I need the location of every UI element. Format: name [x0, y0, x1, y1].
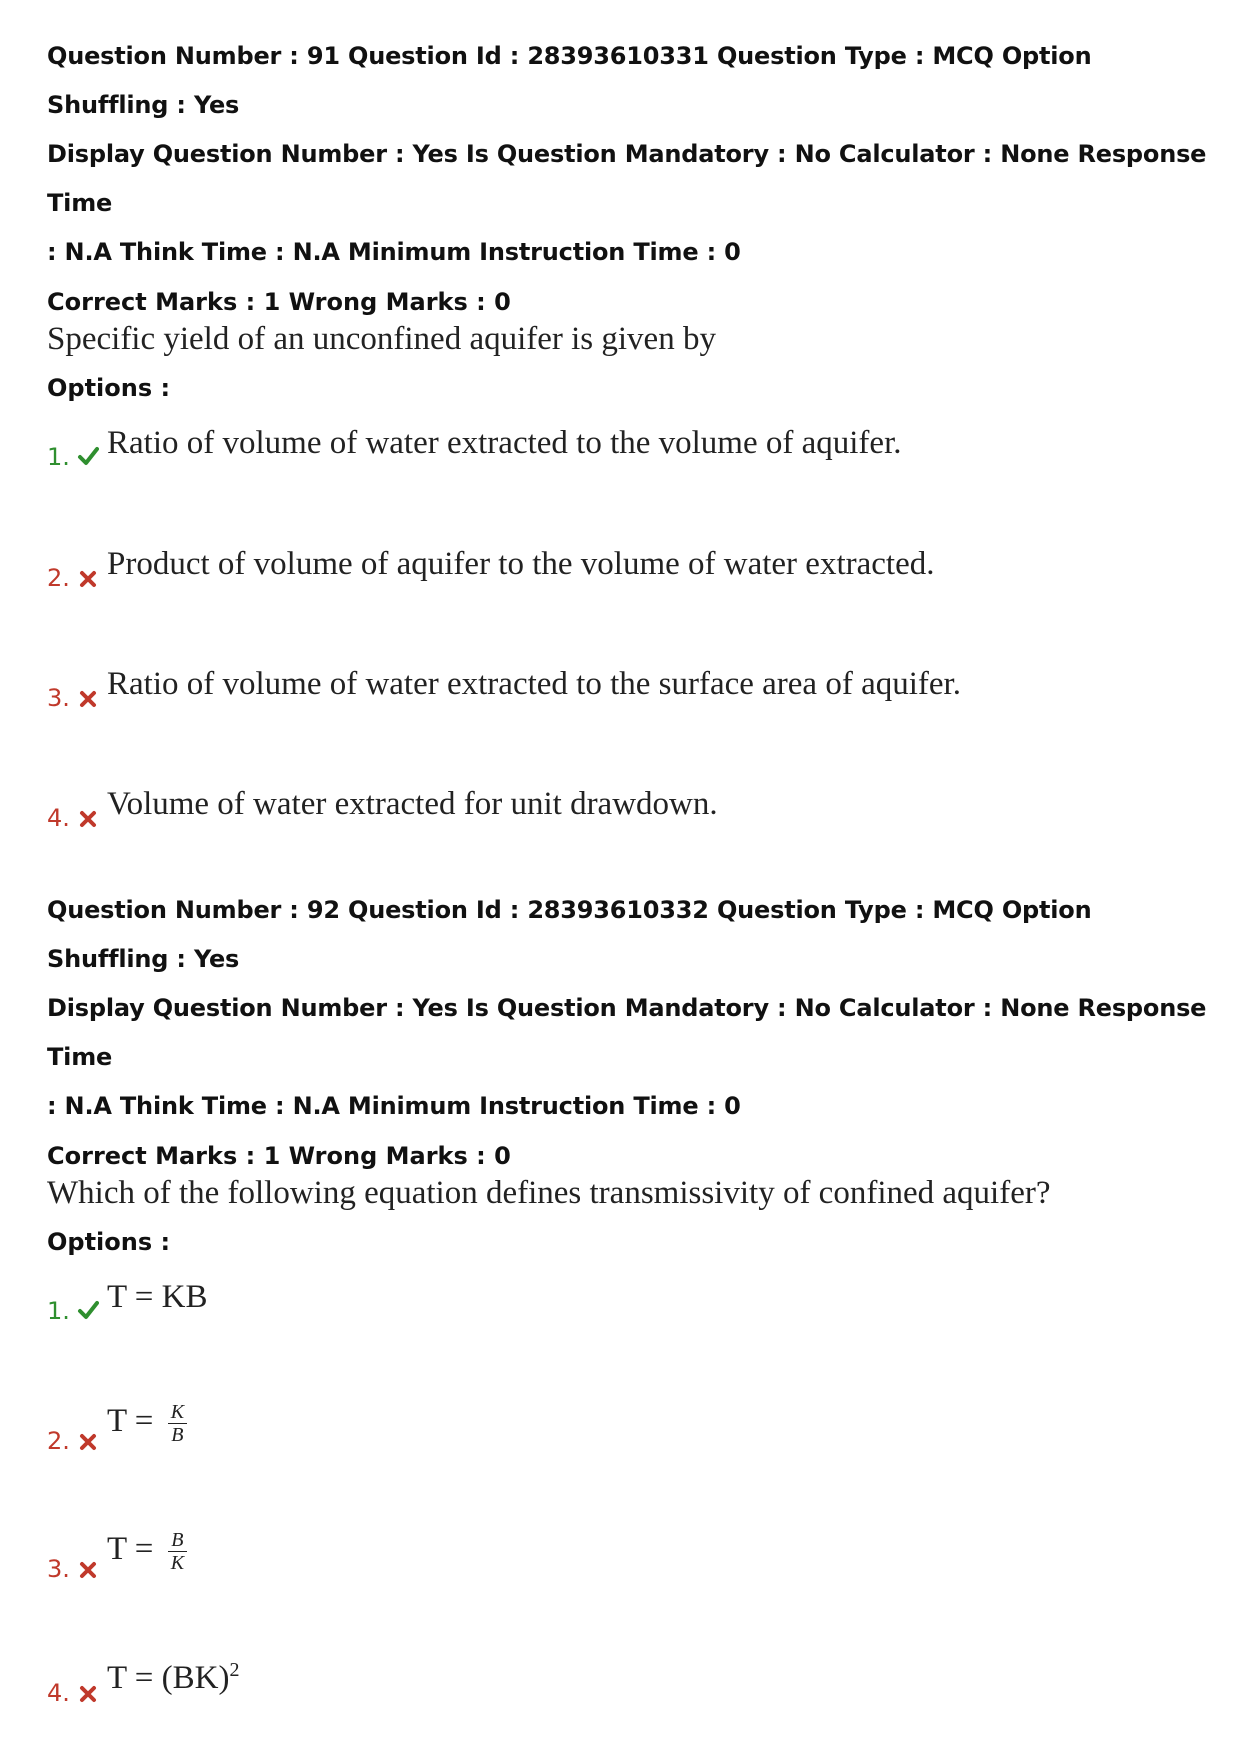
formula-superscript: 2 [229, 1659, 240, 1681]
option-number: 3. [47, 684, 70, 712]
fraction [168, 1529, 187, 1574]
option-text: Ratio of volume of water extracted to the surface area of aquifer. [107, 666, 961, 702]
formula-lhs: T = [107, 1531, 154, 1568]
question-meta [47, 886, 1207, 1131]
option-number: 2. [47, 1427, 70, 1455]
options-label: Options : [47, 1228, 171, 1256]
cross-icon [77, 1683, 99, 1705]
question-text: Specific yield of an unconfined aquifer is given by [47, 321, 716, 357]
fraction-numerator: K [168, 1401, 187, 1424]
cross-icon [77, 1559, 99, 1581]
meta-line: : N.A Think Time : N.A Minimum Instruction Time : 0 [47, 238, 741, 266]
option-formula [107, 1529, 187, 1574]
options-label: Options : [47, 374, 171, 402]
fraction [168, 1401, 187, 1446]
cross-icon [77, 1431, 99, 1453]
question-block-91 [47, 32, 1207, 832]
formula-text: T = (BK) [107, 1660, 230, 1696]
question-meta [47, 32, 1207, 277]
question-text: Which of the following equation defines transmissivity of confined aquifer? [47, 1175, 1051, 1211]
fraction-denominator: B [171, 1424, 184, 1446]
option-text: Ratio of volume of water extracted to the volume of aquifer. [107, 425, 902, 461]
marks-line: Correct Marks : 1 Wrong Marks : 0 [47, 288, 511, 316]
fraction-numerator: B [168, 1529, 187, 1552]
meta-line: Question Number : 92 Question Id : 28393610332 Question Type : MCQ Option Shuffling : Yes [47, 896, 1092, 973]
option-number: 4. [47, 1679, 70, 1707]
meta-line: Display Question Number : Yes Is Question Mandatory : No Calculator : None Response Time [47, 140, 1207, 217]
marks-line: Correct Marks : 1 Wrong Marks : 0 [47, 1142, 511, 1170]
formula-lhs: T = [107, 1403, 154, 1440]
check-icon [77, 445, 99, 467]
option-number: 2. [47, 564, 70, 592]
cross-icon [77, 688, 99, 710]
option-number: 3. [47, 1555, 70, 1583]
meta-line: Display Question Number : Yes Is Question Mandatory : No Calculator : None Response Time [47, 994, 1207, 1071]
cross-icon [77, 808, 99, 830]
option-formula [107, 1659, 240, 1697]
option-number: 1. [47, 1297, 70, 1325]
option-formula [107, 1401, 187, 1446]
option-number: 4. [47, 804, 70, 832]
check-icon [77, 1299, 99, 1321]
question-block-92 [47, 886, 1207, 1707]
option-text: Product of volume of aquifer to the volume of water extracted. [107, 546, 935, 582]
meta-line: : N.A Think Time : N.A Minimum Instruction Time : 0 [47, 1092, 741, 1120]
fraction-denominator: K [170, 1552, 185, 1574]
cross-icon [77, 568, 99, 590]
meta-line: Question Number : 91 Question Id : 28393610331 Question Type : MCQ Option Shuffling : Yes [47, 42, 1092, 119]
option-number: 1. [47, 443, 70, 471]
option-text: Volume of water extracted for unit drawdown. [107, 786, 718, 822]
option-text: T = KB [107, 1279, 208, 1315]
